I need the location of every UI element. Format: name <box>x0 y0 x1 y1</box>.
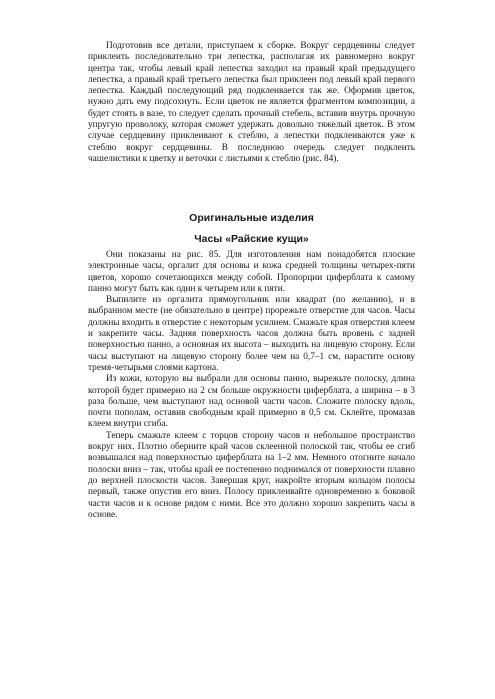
intro-text-block <box>88 41 415 165</box>
article-paragraph-4: Теперь смажьте клеем с торцов сторону часов и небольшое пространство вокруг них. Плотно оберните край часов склеенной полоской так, чтобы ее сгиб возвышался над поверхностью циферблата на 1–2 мм. Немного отогните начало полоски вниз – так, чтобы край ее постепенно поднимался от поверхности плавно до верхней плоскости часов. Завершая круг, накройте вторым кольцом полосы первый, также опустив его вниз. Полосу приклеивайте одновременно к боковой части часов и к основе рядом с ними. Все это должно хорошо закрепить часы в основе. <box>88 430 415 520</box>
article-paragraph-1: Они показаны на рис. 85. Для изготовления нам понадобятся плоские электронные часы, оргалит для основы и кожа средней толщины четырех-пяти цветов, хорошо сочетающихся между собой. Пропорции циферблата к самому панно могут быть как один к четырем или к пяти. <box>88 250 415 294</box>
article-text-block <box>88 250 415 521</box>
article-title: Часы «Райские кущи» <box>194 233 309 245</box>
section-heading: Оригинальные изделия <box>189 212 314 224</box>
intro-paragraph: Подготовив все детали, приступаем к сборке. Вокруг сердцевины следует приклеить последовательно три лепестка, располагая их равномерно вокруг центра так, чтобы левый край лепестка заходил на правый край предыдущего лепестка, а правый край третьего лепестка был приклеен под левый край первого лепестка. Каждый последующий ряд подклеивается так же. Оформив цветок, нужно дать ему подсохнуть. Если цветок не является фрагментом композиции, а будет стоять в вазе, то следует сделать прочный стебель, вставив внутрь прочную упругую проволоку, которая сможет удержать довольно тяжелый цветок. В этом случае сердцевину приклеивают к стеблю, а лепестки подклеиваются уже к стеблю вокруг сердцевины. В последнюю очередь следует подклеить чашелистики к цветку и веточки с листьями к стеблю (рис. 84). <box>88 41 415 164</box>
article-paragraph-3: Из кожи, которую вы выбрали для основы панно, вырежьте полоску, длина которой будет примерно на 2 см больше окружности циферблата, а ширина – в 3 раза больше, чем выступают над основой части часов. Сложите полоску вдоль, почти пополам, оставив свободным край примерно в 0,5 см. Склейте, промазав клеем внутри сгиба. <box>88 374 415 430</box>
article-paragraph-2: Выпилите из оргалита прямоугольник или квадрат (по желанию), и в выбранном месте (не обязательно в центре) прорежьте отверстие для часов. Часы должны входить в отверстие с некоторым усилием. Смажьте края отверстия клеем и закрепите часы. Задняя поверхность часов должна быть вровень с задней поверхностью панно, а основная их высота – выходить на лицевую сторону. Если часы выступают на лицевую сторону более чем на 0,7–1 см, нарастите основу тремя-четырьмя слоями картона. <box>88 295 415 373</box>
